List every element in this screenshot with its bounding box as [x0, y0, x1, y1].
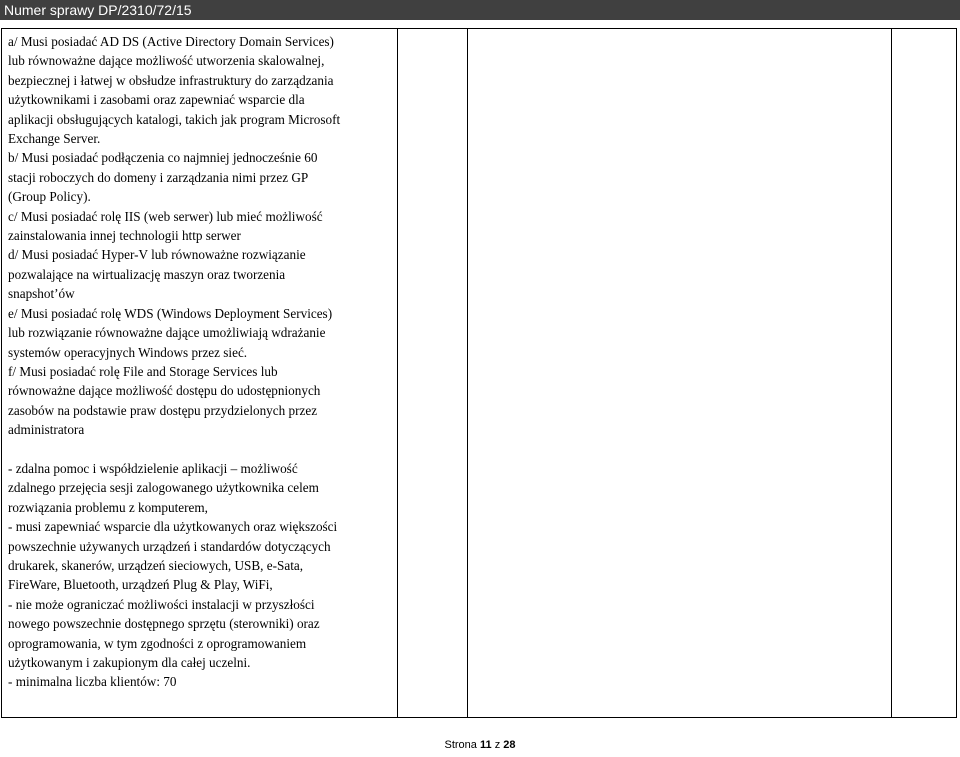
requirement-line: stacji roboczych do domeny i zarządzania nimi przez GP [8, 169, 309, 185]
requirement-line: zasobów na podstawie praw dostępu przydzielonych przez [8, 402, 318, 418]
requirements-a-to-f [8, 32, 392, 440]
requirement-line: lub równoważne dające możliwość utworzenia skalowalnej, [8, 53, 325, 69]
column-divider-1 [397, 28, 398, 718]
requirement-line: lub rozwiązanie równoważne dające umożliwiają wdrażanie [8, 325, 326, 341]
requirement-line: użytkownikami i zasobami oraz zapewniać wsparcie dla [8, 92, 305, 108]
requirement-line: aplikacji obsługujących katalogi, takich jak program Microsoft [8, 111, 341, 127]
requirement-line: f/ Musi posiadać rolę File and Storage Services lub [8, 363, 278, 379]
requirements-remote-and-clients [8, 459, 392, 692]
requirement-line: pozwalające na wirtualizację maszyn oraz tworzenia [8, 266, 286, 282]
requirement-line: - zdalna pomoc i współdzielenie aplikacji – możliwość [8, 460, 298, 476]
requirement-line: powszechnie używanych urządzeń i standardów dotyczących [8, 538, 331, 554]
requirement-line: systemów operacyjnych Windows przez sieć. [8, 344, 248, 360]
requirement-line: administratora [8, 422, 85, 438]
requirement-line: drukarek, skanerów, urządzeń sieciowych, USB, e-Sata, [8, 557, 304, 573]
requirement-line: zdalnego przejęcia sesji zalogowanego użytkownika celem [8, 480, 319, 496]
requirement-line: - minimalna liczba klientów: 70 [8, 674, 177, 690]
requirements-cell [8, 32, 392, 692]
requirement-line: bezpiecznej i łatwej w obsłudze infrastruktury do zarządzania [8, 72, 334, 88]
header-bar [0, 0, 960, 20]
requirement-line: rozwiązania problemu z komputerem, [8, 499, 208, 515]
case-number-title: Numer sprawy DP/2310/72/15 [4, 2, 192, 18]
requirement-line: a/ Musi posiadać AD DS (Active Directory Domain Services) [8, 34, 334, 49]
column-divider-2 [467, 28, 468, 718]
requirement-line: oprogramowania, w tym zgodności z oprogramowaniem [8, 635, 307, 651]
requirement-line: b/ Musi posiadać podłączenia co najmniej jednocześnie 60 [8, 150, 318, 166]
requirement-line: FireWare, Bluetooth, urządzeń Plug & Play, WiFi, [8, 577, 273, 593]
page-label: Strona [444, 739, 477, 751]
paragraph-gap [8, 440, 392, 459]
requirement-line: zainstalowania innej technologii http serwer [8, 228, 241, 244]
page-total: 28 [503, 739, 516, 751]
requirement-line: - nie może ograniczać możliwości instalacji w przyszłości [8, 596, 315, 612]
column-divider-3 [891, 28, 892, 718]
requirement-line: - musi zapewniać wsparcie dla użytkowanych oraz większości [8, 519, 338, 535]
requirement-line: snapshot’ów [8, 286, 75, 302]
requirement-line: d/ Musi posiadać Hyper-V lub równoważne rozwiązanie [8, 247, 306, 263]
page-separator: z [494, 739, 501, 751]
requirement-line: nowego powszechnie dostępnego sprzętu (sterowniki) oraz [8, 616, 320, 632]
requirement-line: e/ Musi posiadać rolę WDS (Windows Deployment Services) [8, 305, 333, 321]
requirement-line: użytkowanym i zakupionym dla całej uczelni. [8, 654, 251, 670]
page-footer [0, 738, 960, 752]
page-current: 11 [479, 739, 492, 751]
requirement-line: (Group Policy). [8, 189, 91, 205]
requirement-line: Exchange Server. [8, 131, 101, 147]
requirement-line: c/ Musi posiadać rolę IIS (web serwer) lub mieć możliwość [8, 208, 323, 224]
requirement-line: równoważne dające możliwość dostępu do udostępnionych [8, 383, 321, 399]
